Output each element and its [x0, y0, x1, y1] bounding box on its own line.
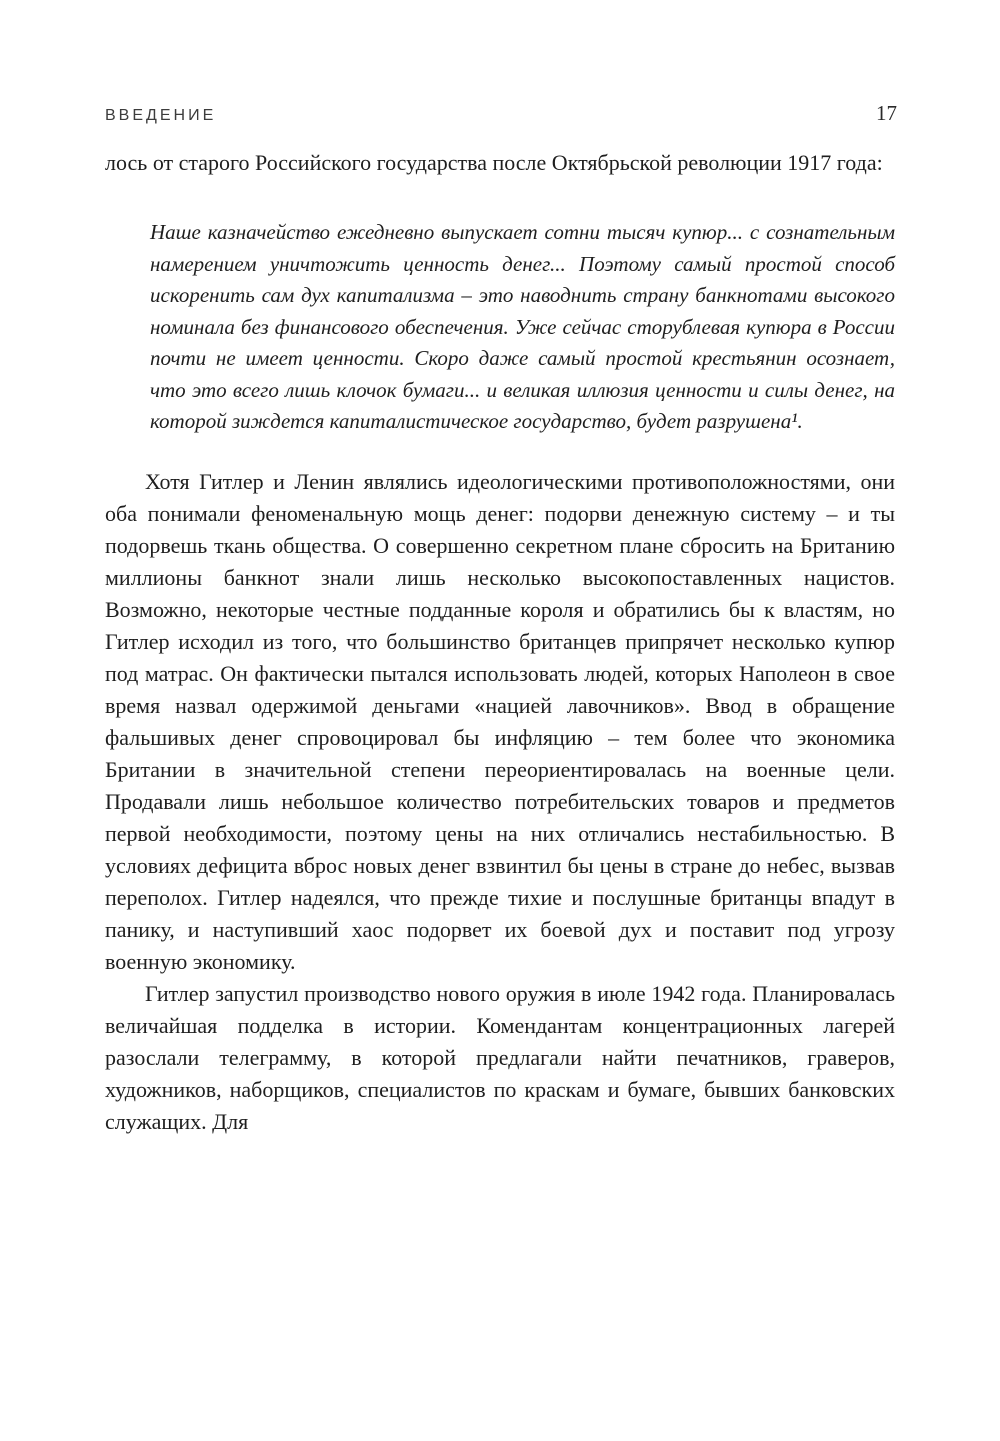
block-quote: Наше казначейство ежедневно выпускает сотни тысяч купюр... с сознательным намерением уничтожить ценность денег... Поэтому самый простой способ искоренить сам дух капитализма – это наводнить страну банкнотами высокого номинала без финансового обеспечения. Уже сейчас сторублевая купюра в России почти не имеет ценности. Скоро даже самый простой крестьянин осознает, что это всего лишь клочок бумаги... и великая иллюзия ценности и силы денег, на которой зиждется капиталистическое государство, будет разрушена¹. — [150, 220, 895, 433]
running-title: ВВЕДЕНИЕ — [105, 107, 217, 124]
page-number: 17 — [876, 101, 897, 125]
paragraph-main: Хотя Гитлер и Ленин являлись идеологическими противоположностями, они оба понимали феноменальную мощь денег: подорви денежную систему – и ты подорвешь ткань общества. О совершенно секретном плане сбросить на Британию миллионы банкнот знали лишь несколько высокопоставленных нацистов. Возможно, некоторые честные подданные короля и обратились бы к властям, но Гитлер исходил из того, что большинство британцев припрячет несколько купюр под матрас. Он фактически пытался использовать людей, которых Наполеон в свое время назвал одержимой деньгами «нацией лавочников». Ввод в обращение фальшивых денег спровоцировал бы инфляцию – тем более что экономика Британии в значительной степени переориентировалась на военные цели. Продавали лишь небольшое количество потребительских товаров и предметов первой необходимости, поэтому цены на них отличались нестабильностью. В условиях дефицита вброс новых денег взвинтил бы цены в стране до небес, вызвав переполох. Гитлер надеялся, что прежде тихие и послушные британцы впадут в панику, и наступивший хаос подорвет их боевой дух и поставит под угрозу военную экономику. — [105, 468, 895, 974]
page-content — [105, 147, 895, 1138]
paragraph-production: Гитлер запустил производство нового оружия в июле 1942 года. Планировалась величайшая подделка в истории. Комендантам концентрационных лагерей разослали телеграмму, в которой предлагали найти печатников, граверов, художников, наборщиков, специалистов по краскам и бумаге, бывших банковских служащих. Для — [105, 980, 895, 1134]
paragraph-intro: лось от старого Российского государства после Октябрьской революции 1917 года: — [105, 150, 883, 175]
page-header — [105, 101, 897, 126]
